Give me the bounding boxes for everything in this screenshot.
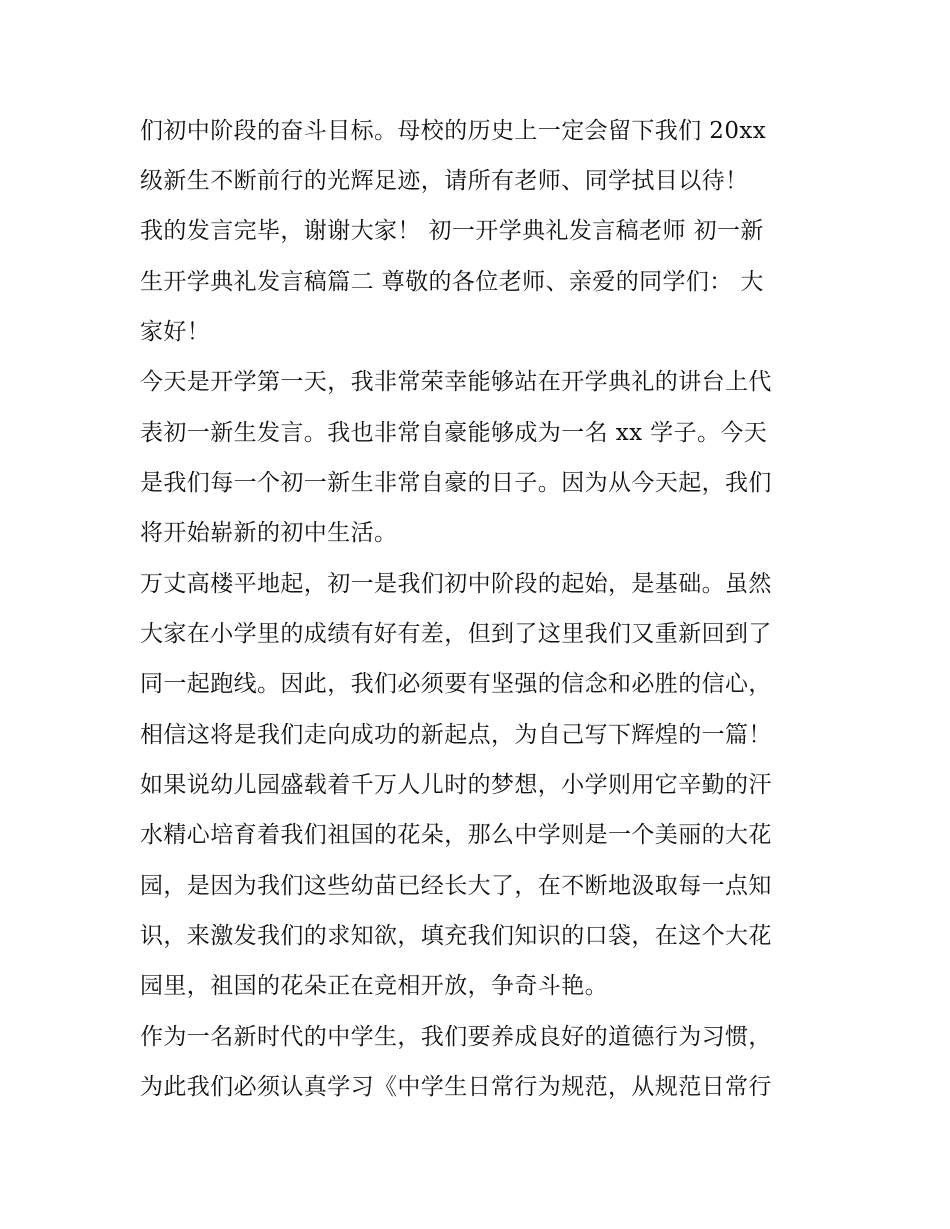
text-line: 作为一名新时代的中学生，我们要养成良好的道德行为习惯，: [140, 1024, 772, 1050]
text-line: 园，是因为我们这些幼苗已经长大了，在不断地汲取每一点知: [140, 873, 772, 899]
text-line: 生开学典礼发言稿篇二 尊敬的各位老师、亲爱的同学们： 大: [140, 269, 764, 295]
text-line: 家好！: [140, 319, 211, 345]
text-line: 将开始崭新的初中生活。: [140, 520, 398, 546]
text-line: 表初一新生发言。我也非常自豪能够成为一名 xx 学子。今天: [140, 420, 768, 446]
text-line: 识，来激发我们的求知欲，填充我们知识的口袋，在这个大花: [140, 923, 772, 949]
text-line: 万丈高楼平地起，初一是我们初中阶段的起始，是基础。虽然: [140, 571, 772, 597]
text-line: 如果说幼儿园盛载着千万人儿时的梦想，小学则用它辛勤的汗: [140, 772, 772, 798]
text-line: 级新生不断前行的光辉足迹，请所有老师、同学拭目以待！: [140, 168, 749, 194]
text-line: 们初中阶段的奋斗目标。母校的历史上一定会留下我们 20xx: [140, 118, 767, 144]
text-line: 水精心培育着我们祖国的花朵，那么中学则是一个美丽的大花: [140, 822, 772, 848]
text-line: 园里，祖国的花朵正在竞相开放，争奇斗艳。: [140, 973, 608, 999]
text-line: 同一起跑线。因此，我们必须要有坚强的信念和必胜的信心，: [140, 671, 772, 697]
text-line: 今天是开学第一天，我非常荣幸能够站在开学典礼的讲台上代: [140, 369, 772, 395]
text-line: 我的发言完毕，谢谢大家！ 初一开学典礼发言稿老师 初一新: [140, 218, 764, 244]
text-line: 为此我们必须认真学习《中学生日常行为规范，从规范日常行: [140, 1074, 772, 1100]
text-line: 大家在小学里的成绩有好有差，但到了这里我们又重新回到了: [140, 621, 772, 647]
text-line: 相信这将是我们走向成功的新起点，为自己写下辉煌的一篇！: [140, 722, 772, 748]
text-line: 是我们每一个初一新生非常自豪的日子。因为从今天起，我们: [140, 470, 772, 496]
